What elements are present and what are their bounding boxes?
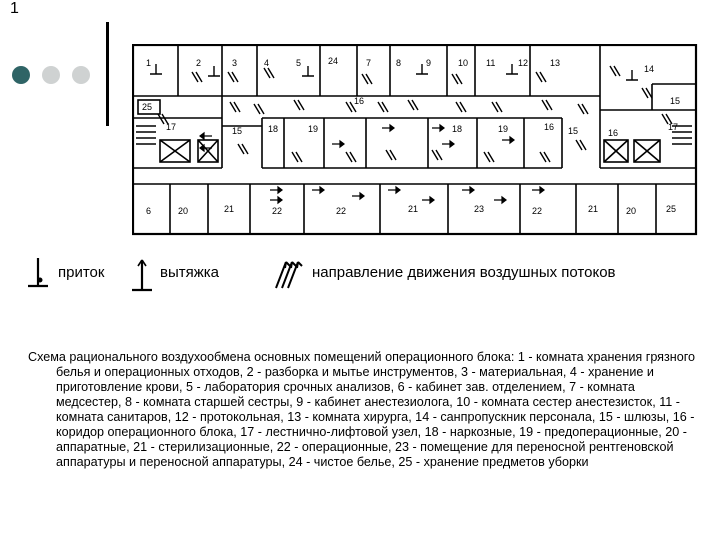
room-label-21-right: 21 — [588, 204, 599, 214]
room-label-11: 11 — [486, 58, 496, 68]
legend-direction-label: направление движения воздушных потоков — [312, 264, 616, 281]
room-label-15-left: 15 — [232, 126, 243, 136]
room-label-16-mid: 16 — [544, 122, 555, 132]
exhaust-symbol-icon — [130, 256, 154, 294]
room-label-15-mid: 15 — [568, 126, 579, 136]
room-label-22-b: 22 — [336, 206, 347, 216]
room-label-25-bottom: 25 — [666, 204, 677, 214]
room-label-6: 6 — [146, 206, 152, 216]
room-label-20-left: 20 — [178, 206, 189, 216]
room-label-20-right: 20 — [626, 206, 637, 216]
room-label-9: 9 — [426, 58, 432, 68]
room-label-22-a: 22 — [272, 206, 283, 216]
bullet-dot-dark — [12, 66, 30, 84]
room-label-17-left: 17 — [166, 122, 177, 132]
room-label-25-top: 25 — [142, 102, 153, 112]
room-label-23: 23 — [474, 204, 485, 214]
bullet-dot-light — [72, 66, 90, 84]
room-label-4: 4 — [264, 58, 270, 68]
caption — [28, 350, 696, 470]
room-label-22-c: 22 — [532, 206, 543, 216]
divider-line — [106, 22, 109, 126]
room-label-1: 1 — [146, 58, 152, 68]
room-label-5: 5 — [296, 58, 302, 68]
room-label-10: 10 — [458, 58, 469, 68]
room-label-3: 3 — [232, 58, 238, 68]
room-label-16-right: 16 — [608, 128, 619, 138]
legend-inflow-label: приток — [58, 264, 105, 281]
floor-plan — [132, 44, 698, 236]
room-label-18-right: 18 — [452, 124, 463, 134]
room-label-2: 2 — [196, 58, 202, 68]
slide-number: 1 — [10, 0, 19, 17]
room-label-18-left: 18 — [268, 124, 279, 134]
room-label-21-left: 21 — [224, 204, 235, 214]
room-label-14: 14 — [644, 64, 655, 74]
room-label-24: 24 — [328, 56, 339, 66]
air-flow-direction-icon — [272, 256, 304, 294]
room-label-13: 13 — [550, 58, 561, 68]
room-label-17-right: 17 — [668, 122, 679, 132]
room-label-12: 12 — [518, 58, 529, 68]
room-label-7: 7 — [366, 58, 372, 68]
inflow-symbol-icon — [26, 256, 50, 290]
room-label-16-top: 16 — [354, 96, 365, 106]
caption-text: Схема рационального воздухообмена основных помещений операционного блока: 1 - комната хранения грязного белья и операционных отходов, 2 - разборка и мытье инструментов, 3 - материальная, 4 - хранение и приготовление крови, 5 - лаборатория срочных анализов, 6 - кабинет зав. отделением, 7 - комната медсестер, 8 - комната старшей сестры, 9 - кабинет анестезиолога, 10 - комната сестер анестезисток, 11 - комната санитаров, 12 - протокольная, 13 - комната хирурга, 14 - санпропускник персонала, 15 - шлюзы, 16 - коридор операционного блока, 17 - лестнично-лифтовой узел, 18 - наркозные, 19 - предоперационные, 20 - аппаратные, 21 - стерилизационные, 22 - операционные, 23 - помещение для переносной рентгеновской аппаратуры и переносной аппаратуры, 24 - чистое белье, 25 - хранение предметов уборки — [28, 350, 696, 469]
bullet-dot-light — [42, 66, 60, 84]
legend-exhaust-label: вытяжка — [160, 264, 220, 281]
room-label-8: 8 — [396, 58, 402, 68]
room-label-19-right: 19 — [498, 124, 509, 134]
room-label-19-left: 19 — [308, 124, 319, 134]
room-label-15-right: 15 — [670, 96, 681, 106]
room-label-21-mid: 21 — [408, 204, 419, 214]
